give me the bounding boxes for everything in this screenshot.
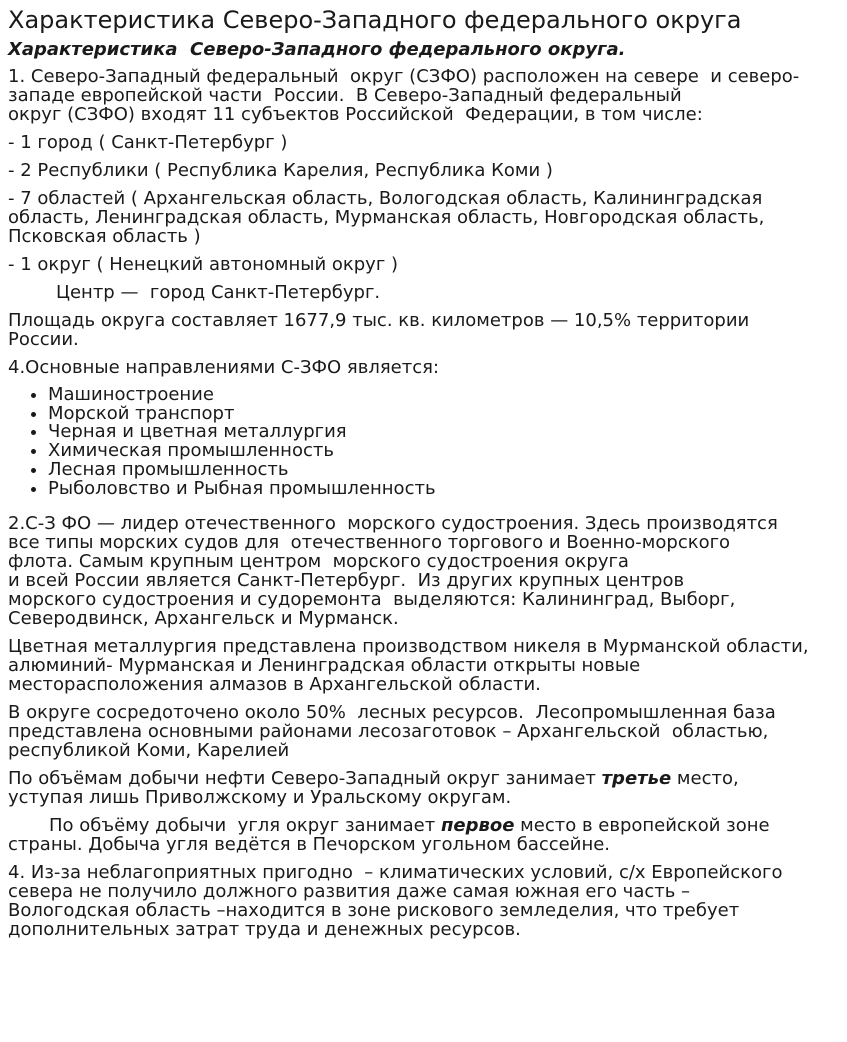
agriculture-line-2: севера не получило должного развития даже самая южная его часть – [8, 881, 691, 903]
metallurgy-line-1: Цветная металлургия представлена производством никеля в Мурманской области, [8, 636, 809, 658]
subject-regions [8, 189, 839, 246]
agriculture-line-4: дополнительных затрат труда и денежных ресурсов. [8, 919, 521, 941]
subject-republics: - 2 Республики ( Республика Карелия, Республика Коми ) [8, 160, 553, 181]
shipbuilding-line-2: все типы морских судов для отечественного торгового и Военно-морского [8, 532, 731, 554]
intro-paragraph [8, 67, 839, 124]
subject-city: - 1 город ( Санкт-Петербург ) [8, 132, 288, 153]
forest-line-2: представлена основными районами лесозаготовок – Архангельской областью, [8, 721, 769, 743]
intro-line-3: округ (СЗФО) входят 11 субъектов Российской Федерации, в том числе: [8, 104, 703, 125]
forest-paragraph [8, 703, 839, 760]
regions-line-1: - 7 областей ( Архангельская область, Вологодская область, Калининградская [8, 188, 763, 209]
oil-text-before: По объёмам добычи нефти Северо-Западный округ занимает [8, 768, 602, 790]
agriculture-line-3: Вологодская область –находится в зоне рискового земледелия, что требует [8, 900, 740, 922]
document-subtitle: Характеристика Северо-Западного федерального округа. [8, 39, 626, 60]
regions-line-2: область, Ленинградская область, Мурманская область, Новгородская область, [8, 207, 765, 228]
coal-text-before: По объёму добычи угля округ занимает [49, 815, 441, 837]
list-item: • Лесная промышленность [48, 461, 839, 480]
list-item: • Машиностроение [48, 386, 839, 405]
shipbuilding-line-3: флота. Самым крупным центром морского судостроения округа [8, 551, 629, 573]
page-title: Характеристика Северо-Западного федерального округа [8, 6, 742, 34]
subject-okrug: - 1 округ ( Ненецкий автономный округ ) [8, 254, 399, 275]
forest-line-1: В округе сосредоточено около 50% лесных ресурсов. Лесопромышленная база [8, 702, 776, 724]
regions-line-3: Псковская область ) [8, 226, 201, 247]
industries-list [8, 386, 839, 498]
intro-line-1: 1. Северо-Западный федеральный округ (СЗФО) расположен на севере и северо- [8, 66, 800, 87]
metallurgy-paragraph [8, 637, 839, 694]
coal-text-after: место в европейской зоне [514, 815, 770, 837]
shipbuilding-line-4: и всей России является Санкт-Петербург. Из других крупных центров [8, 570, 685, 592]
area-line-2: России. [8, 329, 79, 350]
intro-line-2: западе европейской части России. В Северо-Западный федеральный [8, 85, 682, 106]
shipbuilding-paragraph [8, 514, 839, 628]
metallurgy-line-2: алюминий- Мурманская и Ленинградская области открыты новые [8, 655, 641, 677]
shipbuilding-line-6: Северодвинск, Архангельск и Мурманск. [8, 608, 399, 630]
metallurgy-line-3: месторасположения алмазов в Архангельской области. [8, 674, 541, 696]
coal-paragraph [8, 816, 839, 854]
list-item: • Химическая промышленность [48, 442, 839, 461]
agriculture-paragraph [8, 863, 839, 939]
coal-line-2: страны. Добыча угля ведётся в Печорском угольном бассейне. [8, 834, 611, 856]
agriculture-line-1: 4. Из-за неблагоприятных пригодно – климатических условий, с/х Европейского [8, 862, 783, 884]
oil-line-2: уступая лишь Приволжскому и Уральскому округам. [8, 787, 512, 809]
shipbuilding-line-1: 2.С-З ФО — лидер отечественного морского судостроения. Здесь производятся [8, 513, 778, 535]
area-paragraph [8, 311, 839, 349]
list-item: • Морской транспорт [48, 405, 839, 424]
center-paragraph: Центр — город Санкт-Петербург. [56, 282, 381, 303]
area-line-1: Площадь округа составляет 1677,9 тыс. кв. километров — 10,5% территории [8, 310, 750, 331]
oil-paragraph [8, 769, 839, 807]
coal-rank-emphasis: первое [440, 815, 515, 837]
list-item: • Рыболовство и Рыбная промышленность [48, 480, 839, 499]
list-item: • Черная и цветная металлургия [48, 423, 839, 442]
shipbuilding-line-5: морского судостроения и судоремонта выделяются: Калининград, Выборг, [8, 589, 736, 611]
oil-text-after: место, [671, 768, 739, 790]
directions-heading: 4.Основные направлениями С-ЗФО является: [8, 357, 440, 378]
oil-rank-emphasis: третье [601, 768, 672, 790]
forest-line-3: республикой Коми, Карелией [8, 740, 290, 762]
